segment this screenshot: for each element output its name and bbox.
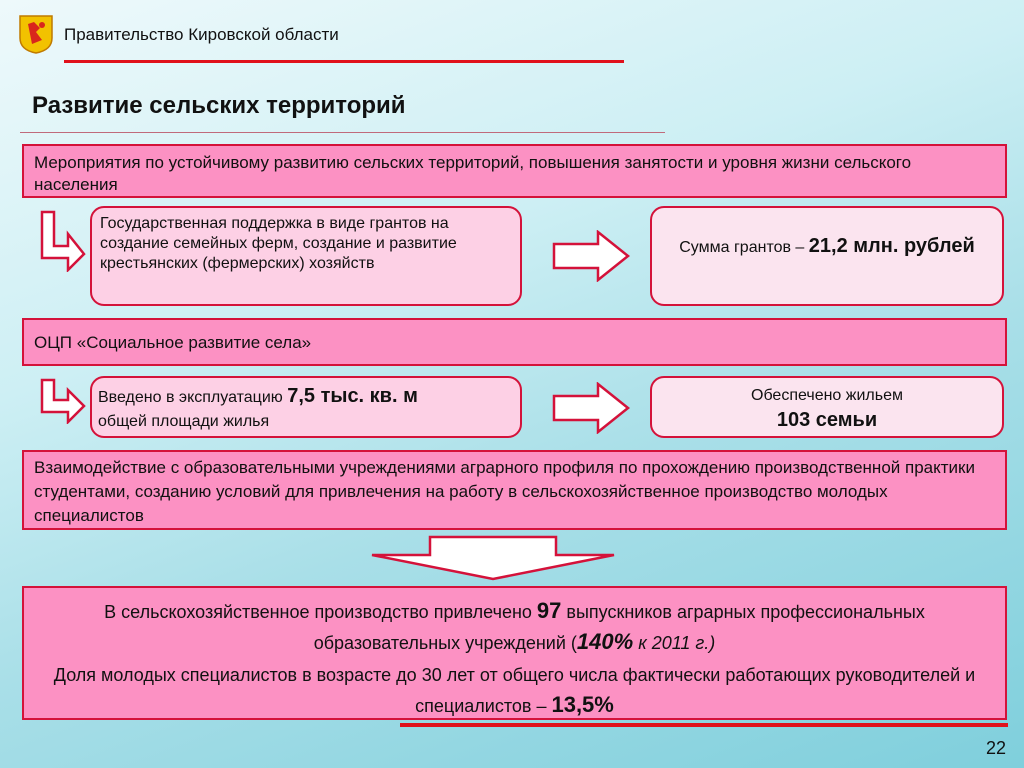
grant-result-value: 21,2 млн. рублей [808, 235, 975, 257]
org-name: Правительство Кировской области [64, 25, 339, 44]
summary-box [22, 586, 1007, 720]
right-arrow-icon [552, 230, 632, 282]
housing-result-value: 103 семьи [776, 409, 878, 431]
footer-divider [400, 723, 1008, 727]
grant-result-label: Сумма грантов – [679, 239, 809, 256]
housing-result-label: Обеспечено жильем [751, 387, 903, 404]
housing-built-suffix: общей площади жилья [98, 413, 270, 430]
grant-result-box [650, 206, 1004, 306]
title-divider [20, 132, 665, 133]
down-arrow-icon [368, 535, 618, 581]
emblem-icon [18, 14, 54, 54]
down-right-arrow-icon [30, 210, 86, 272]
housing-built-label: Введено в эксплуатацию [98, 389, 288, 406]
section1-box [22, 144, 1007, 198]
summary-paragraph-1: В сельскохозяйственное производство привлечено 97 выпускников аграрных профессиональных образовательных учреждений (140% к 2011 г.) [104, 598, 925, 654]
housing-result-box [650, 376, 1004, 438]
page-title: Развитие сельских территорий [32, 92, 406, 119]
section2-text: ОЦП «Социальное развитие села» [34, 333, 312, 352]
down-right-arrow-icon [30, 378, 86, 424]
page-number: 22 [985, 738, 1006, 758]
section2-box [22, 318, 1007, 366]
summary-paragraph-2: Доля молодых специалистов в возрасте до 30 лет от общего числа фактически работающих руководителей и специалистов – 13,5% [53, 665, 976, 717]
housing-built-box [90, 376, 522, 438]
header-divider [64, 60, 624, 63]
right-arrow-icon [552, 382, 632, 434]
young-specialists-share: 13,5% [551, 692, 614, 717]
housing-built-value: 7,5 тыс. кв. м [287, 385, 418, 407]
grant-support-box [90, 206, 522, 306]
section1-text: Мероприятия по устойчивому развитию сельских территорий, повышения занятости и уровня жизни сельского населения [34, 153, 912, 194]
graduates-percent: 140% [576, 629, 634, 654]
graduates-count: 97 [536, 598, 562, 623]
section3-box [22, 450, 1007, 530]
grant-support-text: Государственная поддержка в виде грантов на создание семейных ферм, создание и развитие крестьянских (фермерских) хозяйств [100, 215, 457, 272]
section3-text: Взаимодействие с образовательными учреждениями аграрного профиля по прохождению производственной практики студентами, созданию условий для привлечения на работу в сельскохозяйственное производство молодых специалистов [34, 458, 975, 525]
